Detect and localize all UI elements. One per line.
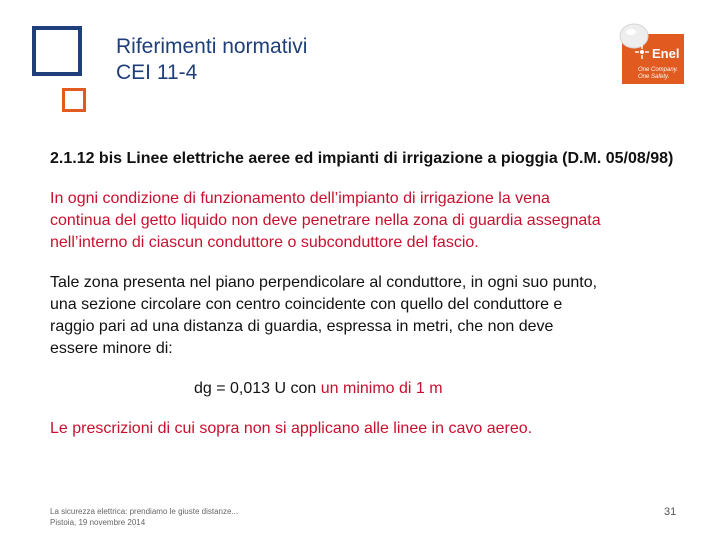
enel-logo — [618, 18, 688, 86]
logo-tagline-1: One Company. — [638, 67, 678, 73]
paragraph-2-line-2: una sezione circolare con centro coincidente con quello del conduttore e — [50, 296, 563, 313]
paragraph-1 — [50, 188, 680, 254]
page-number: 31 — [664, 506, 677, 518]
paragraph-2-line-4: essere minore di: — [50, 340, 173, 357]
formula-minimum: un minimo di 1 m — [320, 380, 443, 397]
slide-content — [50, 148, 680, 440]
title-line-1: Riferimenti normativi — [116, 35, 308, 58]
logo-brand: Enel — [652, 46, 680, 61]
decorative-square-large — [32, 26, 82, 76]
decorative-square-small — [62, 88, 86, 112]
footer-line-1: La sicurezza elettrica: prendiamo le giuste distanze... — [50, 507, 239, 516]
paragraph-1-line-1: In ogni condizione di funzionamento dell’impianto di irrigazione la vena — [50, 190, 550, 207]
paragraph-2-line-1: Tale zona presenta nel piano perpendicolare al conduttore, in ogni suo punto, — [50, 274, 598, 291]
paragraph-2-line-3: raggio pari ad una distanza di guardia, espressa in metri, che non deve — [50, 318, 554, 335]
footer-line-2: Pistoia, 19 novembre 2014 — [50, 518, 146, 527]
formula-main: dg = 0,013 U con — [194, 380, 321, 397]
formula — [50, 378, 680, 400]
paragraph-2 — [50, 272, 680, 360]
title-line-2: CEI 11-4 — [116, 61, 198, 84]
slide-title — [116, 34, 307, 86]
logo-tagline-2: One Safety. — [638, 74, 670, 80]
section-heading: 2.1.12 bis Linee elettriche aeree ed impianti di irrigazione a pioggia (D.M. 05/08/98) — [50, 150, 674, 167]
paragraph-1-line-2: continua del getto liquido non deve penetrare nella zona di guardia assegnata — [50, 212, 601, 229]
paragraph-1-line-3: nell’interno di ciascun conduttore o subconduttore del fascio. — [50, 234, 479, 251]
footer — [50, 506, 238, 528]
note: Le prescrizioni di cui sopra non si applicano alle linee in cavo aereo. — [50, 420, 533, 437]
logo-bulb-icon — [620, 24, 648, 48]
